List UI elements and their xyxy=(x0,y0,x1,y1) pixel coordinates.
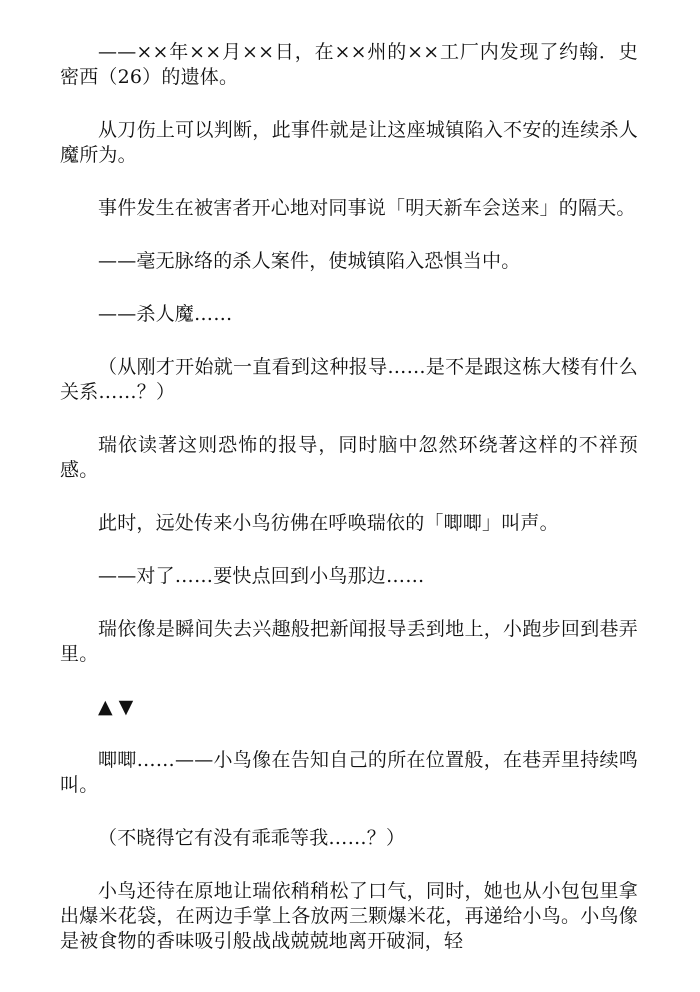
paragraph: 瑞依像是瞬间失去兴趣般把新闻报导丢到地上，小跑步回到巷弄里。 xyxy=(60,618,638,665)
paragraph: 此时，远处传来小鸟彷佛在呼唤瑞依的「唧唧」叫声。 xyxy=(98,512,559,534)
paragraph: 事件发生在被害者开心地对同事说「明天新车会送来」的隔天。 xyxy=(98,197,636,219)
paragraph: ——毫无脉络的杀人案件，使城镇陷入恐惧当中。 xyxy=(98,250,521,272)
paragraph: 唧唧……——小鸟像在告知自己的所在位置般，在巷弄里持续鸣叫。 xyxy=(60,749,638,796)
paragraph: 从刀伤上可以判断，此事件就是让这座城镇陷入不安的连续杀人魔所为。 xyxy=(60,119,638,166)
section-separator: ▲ ▼ xyxy=(98,696,134,718)
paragraph: （从刚才开始就一直看到这种报导……是不是跟这栋大楼有什么关系……？） xyxy=(60,356,638,403)
paragraph: 小鸟还待在原地让瑞依稍稍松了口气，同时，她也从小包包里拿出爆米花袋，在两边手掌上各放两三颗爆米花，再递给小鸟。小鸟像是被食物的香味吸引般战战兢兢地离开破洞，轻 xyxy=(60,880,638,952)
paragraph: ——杀人魔…… xyxy=(98,303,233,325)
paragraph: ——对了……要快点回到小鸟那边…… xyxy=(98,565,425,587)
document-page xyxy=(60,40,638,982)
paragraph: （不晓得它有没有乖乖等我……？） xyxy=(98,827,406,849)
paragraph: ——××年××月××日，在××州的××工厂内发现了约翰．史密西（26）的遗体。 xyxy=(60,41,638,88)
paragraph: 瑞依读著这则恐怖的报导，同时脑中忽然环绕著这样的不祥预感。 xyxy=(60,434,638,481)
